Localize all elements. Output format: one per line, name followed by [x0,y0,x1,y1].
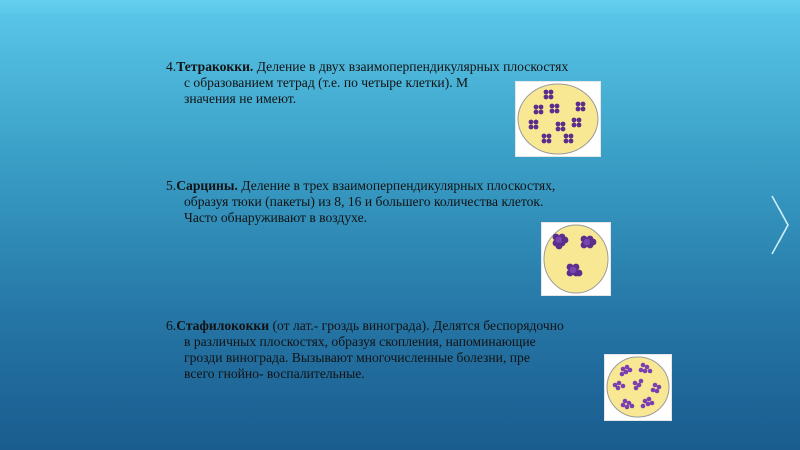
tetracocci-illustration [516,82,600,156]
paragraph-number: 4. [166,59,177,74]
paragraph-term: Сарцины. [176,178,238,193]
sarcina-paragraph [166,178,686,226]
staphylococci-illustration [605,355,671,420]
paragraph-term: Тетракокки. [176,59,254,74]
staphylococci-line-1 [166,318,686,334]
top-strip [0,0,800,14]
staphylococci-line-2: в различных плоскостях, образуя скопления, напоминающие [184,334,536,349]
staphylococci-line-4: всего гнойно- воспалительные. [184,366,365,381]
paragraph-text: с образованием тетрад (т.е. по четыре клетки). М [184,75,468,90]
petri-dish [518,84,598,154]
sarcina-dish-svg [542,223,610,295]
paragraph-text: Деление в трех взаимоперпендикулярных плоскостях, [237,178,556,193]
tetracocci-line-3: значения не имеют. [184,91,297,106]
tetracocci-line-1 [166,59,686,75]
paragraph-text: (от лат.- гроздь винограда). Делятся беспорядочно [269,318,564,333]
tetracocci-line-2 [166,75,686,91]
staphylococci-line-3: грозди винограда. Вызывают многочисленные болезни, пре [184,350,530,365]
sarcina-line-1 [166,178,686,194]
paragraph-text: Деление в двух взаимоперпендикулярных плоскостях [253,59,569,74]
sarcina-illustration [542,223,610,295]
sarcina-line-3: Часто обнаруживают в воздухе. [184,210,368,225]
paragraph-term: Стафилококки [176,318,270,333]
paragraph-number: 6. [166,318,177,333]
paragraph-number: 5. [166,178,177,193]
staphylococci-dish-svg [605,355,671,420]
sarcina-line-2: образуя тюки (пакеты) из 8, 16 и большего количества клеток. [184,194,544,209]
tetracocci-paragraph [166,59,686,107]
next-slide-arrow-icon[interactable] [768,194,792,256]
tetracocci-dish-svg [516,82,600,156]
